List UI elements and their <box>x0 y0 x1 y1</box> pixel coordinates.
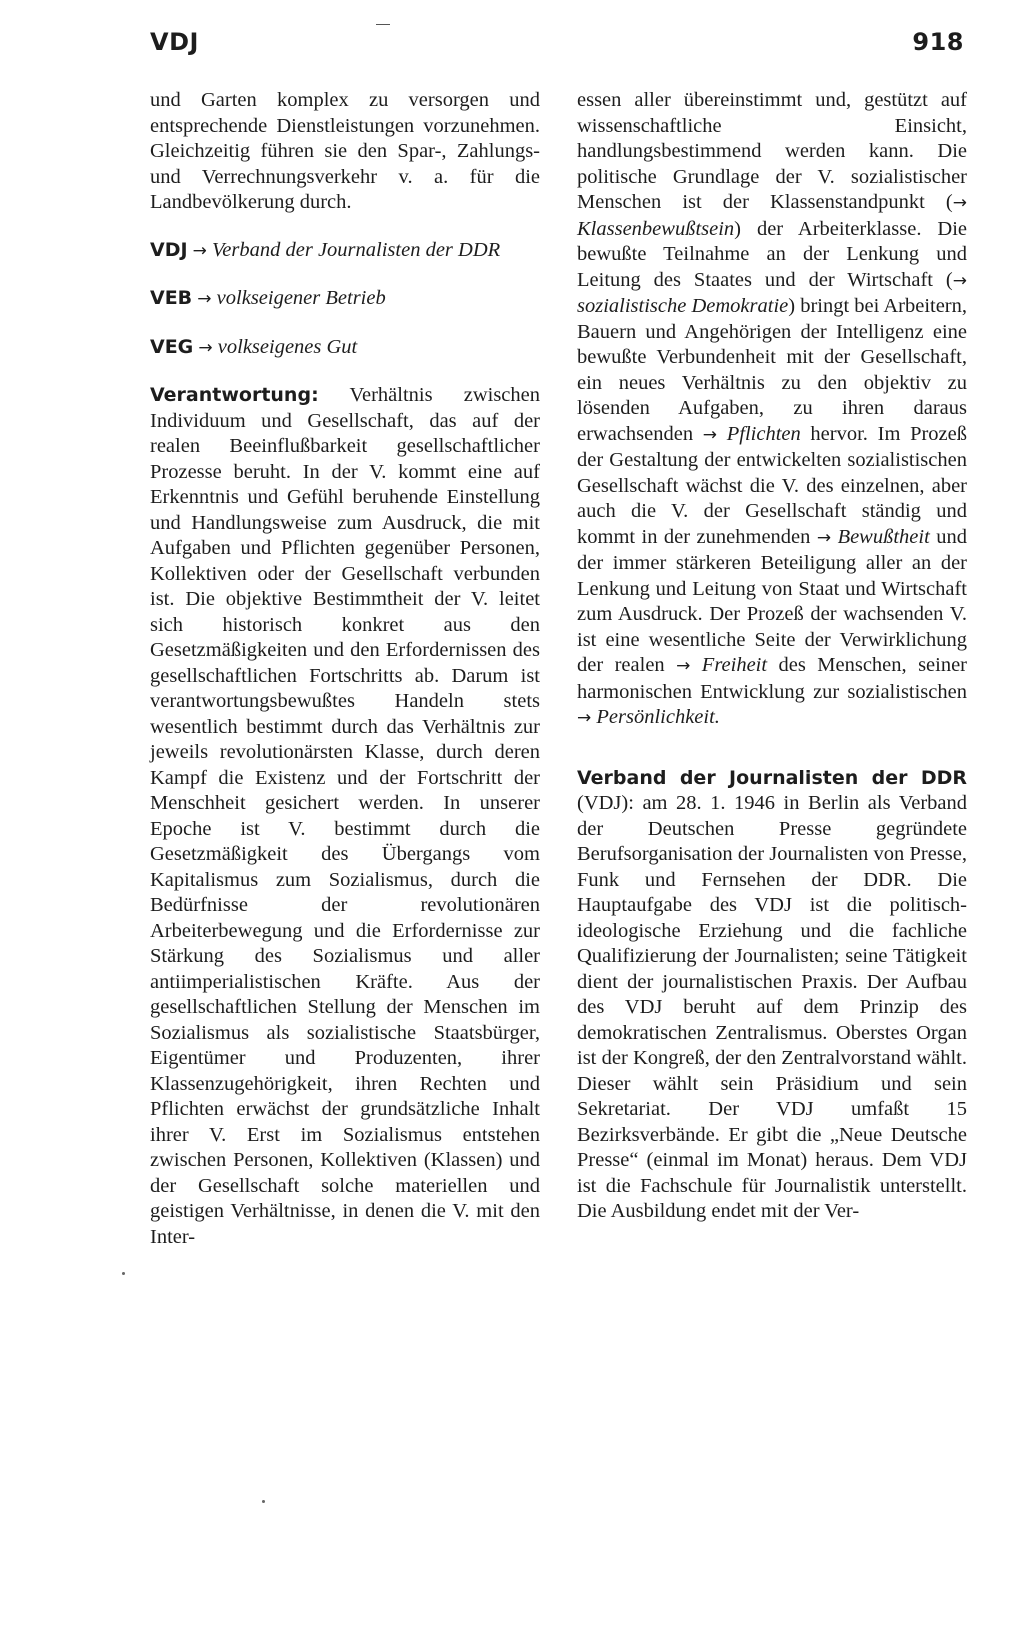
lemma-vdj: VDJ <box>150 238 188 261</box>
page-number: 918 <box>912 28 964 56</box>
arrow-icon: → <box>192 240 207 261</box>
entry-verband-der-journalisten <box>577 766 967 1225</box>
lemma-veb: VEB <box>150 287 193 309</box>
cross-reference-link: Verband der Journalisten der DDR <box>212 238 501 261</box>
cross-reference-link: volkseigenes Gut <box>217 335 358 358</box>
arrow-icon: → <box>952 193 967 213</box>
text-run: hervor. Im Prozeß der Gestaltung der entwickelten sozialistischen Gesellschaft wächst die V. des einzelnen, aber auch die V. der Gesellschaft ständig und kommt in der zunehmenden <box>577 422 967 548</box>
continuation-text: und Garten komplex zu versorgen und entsprechende Dienstleistungen vorzunehmen. Gleichzeitig führen sie den Spar-, Zahlungs- und Verrechnungsverkehr v. a. für die Landbevölkerung durch. <box>150 89 540 213</box>
entry-vdj <box>150 238 540 265</box>
entry-veg <box>150 335 540 362</box>
lemma-verantwortung: Verantwortung: <box>150 384 319 406</box>
cross-reference-link: sozialistische Demokratie <box>577 295 789 317</box>
entry-text: (VDJ): am 28. 1. 1946 in Berlin als Verband der Deutschen Presse gegründete Berufsorganisation der Journalisten von Presse, Funk und Fernsehen der DDR. Die Hauptaufgabe des VDJ ist die politisch-ideologische Erziehung und die fachliche Qualifizierung der Journalisten; seine Tätigkeit dient der journalistischen Praxis. Der Aufbau des VDJ beruht auf dem Prinzip des demokratischen Zentralismus. Oberstes Organ ist der Kongreß, der den Zentralvorstand wählt. Dieser wählt sein Präsidium und sein Sekretariat. Der VDJ umfaßt 15 Bezirksverbände. Er gibt die „Neue Deutsche Presse“ (einmal im Monat) heraus. Dem VDJ ist die Fachschule für Journalistik unterstellt. Die Ausbildung endet mit der Ver- <box>577 792 967 1222</box>
print-speck <box>122 1272 125 1275</box>
text-run: und der immer stärkeren Beteiligung aller an der Lenkung und Leitung von Staat und Wirtschaft zum Ausdruck. Der Prozeß der wachsenden V. ist eine wesentliche Seite der Verwirklichung der realen <box>577 525 967 676</box>
cross-reference-link: volkseigener Betrieb <box>216 287 386 309</box>
arrow-icon: → <box>198 337 213 358</box>
entry-veb <box>150 286 540 313</box>
cross-reference-link: Persönlichkeit. <box>596 706 720 728</box>
text-run: ) der Arbeiterklasse. Die bewußte Teilnahme an der Lenkung und Leitung des Staates und der Wirtschaft ( <box>577 217 967 291</box>
cross-reference-link: Freiheit <box>701 654 768 676</box>
entry-verantwortung <box>150 383 540 1250</box>
arrow-icon: → <box>197 289 212 309</box>
verantwortung-continuation <box>577 88 967 732</box>
cross-reference-link: Klassenbewußtsein <box>577 217 735 240</box>
running-head-keyword: VDJ <box>150 28 199 56</box>
arrow-icon: → <box>952 270 967 291</box>
entry-text: Verhältnis zwischen Individuum und Gesellschaft, das auf der realen Beeinflußbarkeit gesellschaftlicher Prozesse beruht. In der V. kommt eine auf Erkenntnis und Gefühl beruhende Einstellung und Handlungsweise zum Ausdruck, die mit Aufgaben und Pflichten gegenüber Personen, Kollektiven oder der Gesellschaft verbunden ist. Die objektive Bestimmtheit der V. leitet sich historisch konkret aus den Gesetzmäßigkeiten und den Erfordernissen des gesellschaftlichen Fortschritts ab. Darum ist verantwortungsbewußtes Handeln stets wesentlich bestimmt durch das Verhältnis zur jeweils revolutionärsten Klasse, durch deren Kampf die Existenz und der Fortschritt der Menschheit gesichert werden. In unserer Epoche ist V. bestimmt durch die Gesetzmäßigkeit des Übergangs vom Kapitalismus zum Sozialismus, durch die Bedürfnisse der revolutionären Arbeiterbewegung und die Erfordernisse zur Stärkung des Sozialismus und aller antiimperialistischen Kräfte. Aus der gesellschaftlichen Stellung der Menschen im Sozialismus als sozialistische Staatsbürger, Eigentümer und Produzenten, ihrer Klassenzugehörigkeit, ihren Rechten und Pflichten erwächst der grundsätzliche Inhalt ihrer V. Erst im Sozialismus entstehen zwischen Personen, Kollektiven (Klassen) und der Gesellschaft solche materiellen und geistigen Verhältnisse, in denen die V. mit den Inter- <box>150 384 540 1248</box>
cross-reference-link: Bewußtheit <box>837 525 930 548</box>
arrow-icon: → <box>816 527 832 548</box>
top-mark <box>376 24 390 25</box>
text-run: essen aller übereinstimmt und, gestützt auf wissenschaftliche Einsicht, handlungsbestimmend werden kann. Die politische Grundlage der V. sozialistischer Menschen ist der Klassenstandpunkt ( <box>577 89 967 213</box>
lemma-verband: Verband der Journalisten der DDR <box>577 766 967 789</box>
arrow-icon: → <box>577 708 592 728</box>
text-run: des Menschen, seiner harmonischen Entwicklung zur sozialistischen <box>577 654 968 703</box>
cross-reference-link: Pflichten <box>726 422 801 445</box>
text-run: ) bringt bei Arbeitern, Bauern und Angehörigen der Intelligenz eine bewußte Verbundenheit mit der Gesellschaft, ein neues Verhältnis zu den objektiv zu lösenden Aufgaben, zu ihren daraus erwachsenden <box>577 295 968 445</box>
right-column <box>577 88 967 1225</box>
lemma-veg: VEG <box>150 335 194 358</box>
arrow-icon: → <box>702 424 718 445</box>
arrow-icon: → <box>676 656 691 676</box>
print-speck <box>262 1500 265 1503</box>
left-column <box>150 88 540 1250</box>
